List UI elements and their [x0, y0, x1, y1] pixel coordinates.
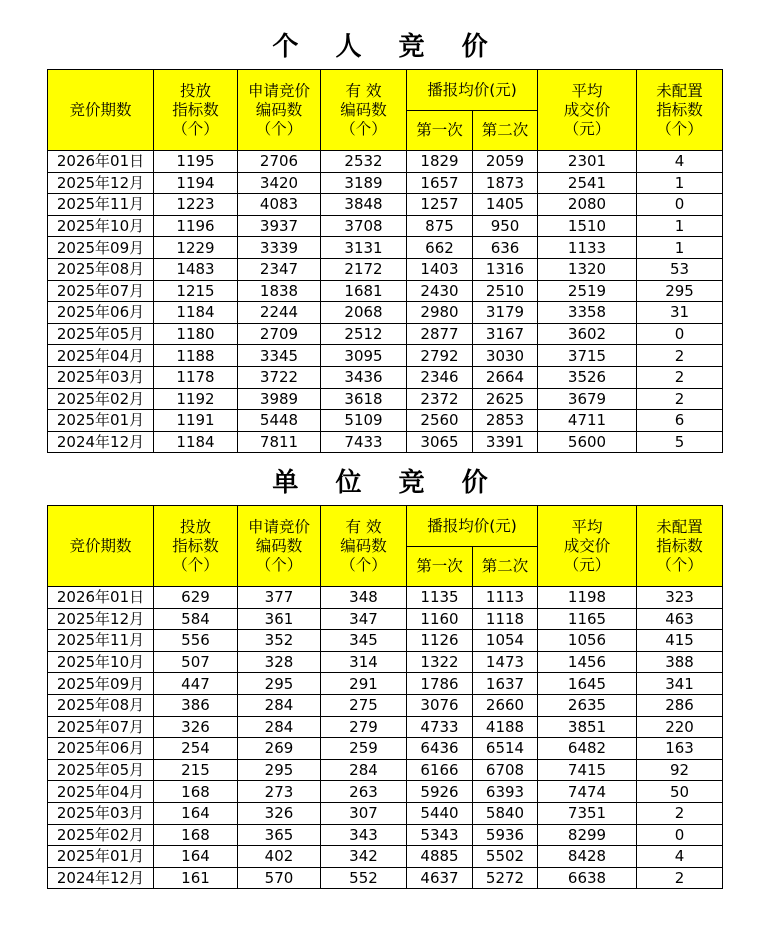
cell-applied-codes: 326 [238, 802, 321, 824]
cell-quota: 1184 [154, 431, 238, 453]
cell-quota: 168 [154, 781, 238, 803]
cell-valid-codes: 5109 [321, 410, 407, 432]
table-row [48, 237, 723, 259]
cell-period: 2025年08月 [48, 258, 154, 280]
table-header [48, 70, 723, 151]
cell-quota: 1178 [154, 366, 238, 388]
cell-second-bid: 3167 [473, 323, 538, 345]
cell-second-bid: 3179 [473, 302, 538, 324]
cell-valid-codes: 2532 [321, 151, 407, 173]
cell-period: 2025年06月 [48, 302, 154, 324]
header-quota: 投放 指标数 （个） [154, 70, 238, 151]
table-header [48, 506, 723, 587]
table-row [48, 345, 723, 367]
cell-quota: 1196 [154, 215, 238, 237]
header-first-bid: 第一次 [407, 547, 473, 587]
cell-unallocated-quota: 295 [637, 280, 723, 302]
cell-unallocated-quota: 415 [637, 630, 723, 652]
cell-period: 2025年07月 [48, 280, 154, 302]
table-row [48, 608, 723, 630]
cell-first-bid: 1786 [407, 673, 473, 695]
cell-quota: 556 [154, 630, 238, 652]
table-row [48, 694, 723, 716]
cell-quota: 161 [154, 867, 238, 889]
header-first-bid: 第一次 [407, 111, 473, 151]
cell-applied-codes: 273 [238, 781, 321, 803]
cell-quota: 386 [154, 694, 238, 716]
header-unallocated-quota: 未配置 指标数 （个） [637, 506, 723, 587]
cell-average-deal-price: 2080 [538, 194, 637, 216]
cell-valid-codes: 2068 [321, 302, 407, 324]
cell-valid-codes: 552 [321, 867, 407, 889]
cell-period: 2024年12月 [48, 431, 154, 453]
cell-first-bid: 3065 [407, 431, 473, 453]
cell-first-bid: 2560 [407, 410, 473, 432]
table-row [48, 172, 723, 194]
cell-second-bid: 5272 [473, 867, 538, 889]
header-unallocated-quota: 未配置 指标数 （个） [637, 70, 723, 151]
personal-bidding-title: 个 人 竞 价 [272, 32, 502, 62]
cell-average-deal-price: 3358 [538, 302, 637, 324]
table-row [48, 802, 723, 824]
cell-average-deal-price: 1645 [538, 673, 637, 695]
cell-quota: 1191 [154, 410, 238, 432]
cell-valid-codes: 291 [321, 673, 407, 695]
cell-valid-codes: 3436 [321, 366, 407, 388]
cell-first-bid: 4885 [407, 846, 473, 868]
cell-second-bid: 636 [473, 237, 538, 259]
cell-unallocated-quota: 31 [637, 302, 723, 324]
cell-first-bid: 662 [407, 237, 473, 259]
cell-first-bid: 1403 [407, 258, 473, 280]
header-period: 竞价期数 [48, 70, 154, 151]
cell-quota: 1195 [154, 151, 238, 173]
cell-valid-codes: 348 [321, 587, 407, 609]
cell-average-deal-price: 7351 [538, 802, 637, 824]
cell-second-bid: 1054 [473, 630, 538, 652]
cell-unallocated-quota: 53 [637, 258, 723, 280]
cell-average-deal-price: 1456 [538, 651, 637, 673]
table-row [48, 258, 723, 280]
cell-valid-codes: 275 [321, 694, 407, 716]
cell-second-bid: 2853 [473, 410, 538, 432]
cell-period: 2025年02月 [48, 824, 154, 846]
cell-unallocated-quota: 463 [637, 608, 723, 630]
cell-valid-codes: 342 [321, 846, 407, 868]
cell-average-deal-price: 7415 [538, 759, 637, 781]
cell-first-bid: 1657 [407, 172, 473, 194]
table-row [48, 824, 723, 846]
cell-quota: 507 [154, 651, 238, 673]
cell-first-bid: 5926 [407, 781, 473, 803]
cell-second-bid: 950 [473, 215, 538, 237]
cell-applied-codes: 3722 [238, 366, 321, 388]
cell-period: 2025年12月 [48, 172, 154, 194]
cell-period: 2025年08月 [48, 694, 154, 716]
cell-period: 2025年03月 [48, 366, 154, 388]
cell-quota: 1188 [154, 345, 238, 367]
table-row [48, 280, 723, 302]
cell-quota: 1192 [154, 388, 238, 410]
cell-first-bid: 4733 [407, 716, 473, 738]
header-period: 竞价期数 [48, 506, 154, 587]
table-row [48, 151, 723, 173]
cell-quota: 164 [154, 846, 238, 868]
cell-period: 2025年02月 [48, 388, 154, 410]
cell-applied-codes: 3989 [238, 388, 321, 410]
cell-period: 2025年01月 [48, 846, 154, 868]
cell-period: 2025年09月 [48, 673, 154, 695]
cell-applied-codes: 570 [238, 867, 321, 889]
table-row [48, 630, 723, 652]
cell-quota: 1229 [154, 237, 238, 259]
cell-applied-codes: 365 [238, 824, 321, 846]
cell-average-deal-price: 3679 [538, 388, 637, 410]
cell-applied-codes: 3420 [238, 172, 321, 194]
cell-first-bid: 1126 [407, 630, 473, 652]
cell-period: 2025年05月 [48, 323, 154, 345]
cell-valid-codes: 1681 [321, 280, 407, 302]
cell-first-bid: 1829 [407, 151, 473, 173]
cell-first-bid: 1160 [407, 608, 473, 630]
table-row [48, 781, 723, 803]
cell-unallocated-quota: 0 [637, 323, 723, 345]
cell-unallocated-quota: 6 [637, 410, 723, 432]
cell-average-deal-price: 3715 [538, 345, 637, 367]
cell-second-bid: 2510 [473, 280, 538, 302]
cell-period: 2025年04月 [48, 781, 154, 803]
header-valid-codes: 有 效 编码数 （个） [321, 70, 407, 151]
cell-unallocated-quota: 2 [637, 388, 723, 410]
cell-period: 2025年09月 [48, 237, 154, 259]
cell-period: 2025年03月 [48, 802, 154, 824]
cell-period: 2025年04月 [48, 345, 154, 367]
cell-second-bid: 6393 [473, 781, 538, 803]
cell-first-bid: 6436 [407, 738, 473, 760]
cell-second-bid: 3030 [473, 345, 538, 367]
header-average-deal-price: 平均 成交价 （元） [538, 506, 637, 587]
cell-average-deal-price: 1133 [538, 237, 637, 259]
header-average-deal-price: 平均 成交价 （元） [538, 70, 637, 151]
cell-first-bid: 2346 [407, 366, 473, 388]
cell-first-bid: 4637 [407, 867, 473, 889]
cell-quota: 1483 [154, 258, 238, 280]
cell-average-deal-price: 8299 [538, 824, 637, 846]
cell-second-bid: 2660 [473, 694, 538, 716]
cell-valid-codes: 263 [321, 781, 407, 803]
cell-applied-codes: 352 [238, 630, 321, 652]
table-row [48, 673, 723, 695]
cell-valid-codes: 307 [321, 802, 407, 824]
cell-unallocated-quota: 4 [637, 151, 723, 173]
cell-first-bid: 2372 [407, 388, 473, 410]
cell-average-deal-price: 2635 [538, 694, 637, 716]
cell-period: 2024年12月 [48, 867, 154, 889]
cell-second-bid: 1316 [473, 258, 538, 280]
cell-unallocated-quota: 220 [637, 716, 723, 738]
cell-average-deal-price: 5600 [538, 431, 637, 453]
cell-average-deal-price: 3526 [538, 366, 637, 388]
cell-applied-codes: 1838 [238, 280, 321, 302]
table-row [48, 410, 723, 432]
cell-period: 2025年12月 [48, 608, 154, 630]
cell-valid-codes: 279 [321, 716, 407, 738]
cell-second-bid: 1873 [473, 172, 538, 194]
cell-period: 2025年05月 [48, 759, 154, 781]
cell-second-bid: 1473 [473, 651, 538, 673]
cell-average-deal-price: 1510 [538, 215, 637, 237]
cell-first-bid: 2430 [407, 280, 473, 302]
cell-first-bid: 1135 [407, 587, 473, 609]
cell-valid-codes: 3848 [321, 194, 407, 216]
cell-unallocated-quota: 2 [637, 345, 723, 367]
cell-quota: 1223 [154, 194, 238, 216]
table-row [48, 302, 723, 324]
cell-first-bid: 2792 [407, 345, 473, 367]
header-applied-codes: 申请竞价 编码数 （个） [238, 506, 321, 587]
cell-period: 2025年01月 [48, 410, 154, 432]
cell-quota: 1194 [154, 172, 238, 194]
cell-average-deal-price: 4711 [538, 410, 637, 432]
cell-second-bid: 2059 [473, 151, 538, 173]
cell-average-deal-price: 2541 [538, 172, 637, 194]
cell-valid-codes: 314 [321, 651, 407, 673]
cell-average-deal-price: 6482 [538, 738, 637, 760]
cell-applied-codes: 2709 [238, 323, 321, 345]
cell-valid-codes: 2172 [321, 258, 407, 280]
header-bid-average: 播报均价(元) [407, 506, 538, 547]
cell-valid-codes: 3095 [321, 345, 407, 367]
cell-unallocated-quota: 1 [637, 237, 723, 259]
cell-second-bid: 2625 [473, 388, 538, 410]
cell-valid-codes: 284 [321, 759, 407, 781]
company-bidding-table [47, 505, 723, 889]
table-row [48, 215, 723, 237]
cell-first-bid: 5343 [407, 824, 473, 846]
cell-period: 2025年10月 [48, 651, 154, 673]
cell-applied-codes: 2706 [238, 151, 321, 173]
table-row [48, 587, 723, 609]
cell-valid-codes: 347 [321, 608, 407, 630]
cell-second-bid: 6708 [473, 759, 538, 781]
table-row [48, 194, 723, 216]
table-row [48, 651, 723, 673]
cell-second-bid: 1113 [473, 587, 538, 609]
cell-valid-codes: 345 [321, 630, 407, 652]
cell-applied-codes: 295 [238, 759, 321, 781]
cell-first-bid: 2980 [407, 302, 473, 324]
cell-valid-codes: 343 [321, 824, 407, 846]
cell-second-bid: 3391 [473, 431, 538, 453]
cell-unallocated-quota: 0 [637, 824, 723, 846]
cell-second-bid: 1637 [473, 673, 538, 695]
cell-unallocated-quota: 341 [637, 673, 723, 695]
cell-average-deal-price: 1198 [538, 587, 637, 609]
cell-unallocated-quota: 2 [637, 802, 723, 824]
table-row [48, 388, 723, 410]
cell-first-bid: 3076 [407, 694, 473, 716]
cell-unallocated-quota: 0 [637, 194, 723, 216]
cell-average-deal-price: 8428 [538, 846, 637, 868]
cell-unallocated-quota: 286 [637, 694, 723, 716]
cell-applied-codes: 328 [238, 651, 321, 673]
cell-unallocated-quota: 92 [637, 759, 723, 781]
cell-unallocated-quota: 388 [637, 651, 723, 673]
cell-period: 2026年01日 [48, 151, 154, 173]
cell-first-bid: 1257 [407, 194, 473, 216]
cell-quota: 447 [154, 673, 238, 695]
cell-unallocated-quota: 323 [637, 587, 723, 609]
table-body [48, 587, 723, 889]
cell-first-bid: 2877 [407, 323, 473, 345]
cell-first-bid: 875 [407, 215, 473, 237]
table-row [48, 366, 723, 388]
cell-quota: 1184 [154, 302, 238, 324]
cell-quota: 629 [154, 587, 238, 609]
cell-period: 2026年01日 [48, 587, 154, 609]
cell-quota: 215 [154, 759, 238, 781]
cell-applied-codes: 3345 [238, 345, 321, 367]
cell-period: 2025年10月 [48, 215, 154, 237]
cell-applied-codes: 269 [238, 738, 321, 760]
cell-applied-codes: 295 [238, 673, 321, 695]
cell-second-bid: 5502 [473, 846, 538, 868]
cell-unallocated-quota: 163 [637, 738, 723, 760]
cell-valid-codes: 3189 [321, 172, 407, 194]
cell-applied-codes: 4083 [238, 194, 321, 216]
cell-unallocated-quota: 2 [637, 366, 723, 388]
cell-average-deal-price: 1165 [538, 608, 637, 630]
cell-unallocated-quota: 50 [637, 781, 723, 803]
cell-first-bid: 5440 [407, 802, 473, 824]
cell-valid-codes: 2512 [321, 323, 407, 345]
cell-first-bid: 1322 [407, 651, 473, 673]
cell-applied-codes: 361 [238, 608, 321, 630]
header-quota: 投放 指标数 （个） [154, 506, 238, 587]
table-row [48, 716, 723, 738]
cell-unallocated-quota: 1 [637, 172, 723, 194]
cell-average-deal-price: 1320 [538, 258, 637, 280]
header-second-bid: 第二次 [473, 547, 538, 587]
cell-applied-codes: 402 [238, 846, 321, 868]
cell-applied-codes: 284 [238, 716, 321, 738]
cell-applied-codes: 7811 [238, 431, 321, 453]
cell-applied-codes: 377 [238, 587, 321, 609]
cell-average-deal-price: 7474 [538, 781, 637, 803]
cell-unallocated-quota: 4 [637, 846, 723, 868]
cell-valid-codes: 7433 [321, 431, 407, 453]
table-row [48, 738, 723, 760]
cell-period: 2025年11月 [48, 194, 154, 216]
cell-average-deal-price: 1056 [538, 630, 637, 652]
cell-quota: 1180 [154, 323, 238, 345]
cell-valid-codes: 3618 [321, 388, 407, 410]
cell-average-deal-price: 2301 [538, 151, 637, 173]
cell-valid-codes: 3131 [321, 237, 407, 259]
cell-period: 2025年11月 [48, 630, 154, 652]
cell-applied-codes: 5448 [238, 410, 321, 432]
cell-quota: 584 [154, 608, 238, 630]
cell-average-deal-price: 6638 [538, 867, 637, 889]
cell-applied-codes: 3937 [238, 215, 321, 237]
personal-bidding-table [47, 69, 723, 453]
table-body [48, 151, 723, 453]
cell-applied-codes: 2347 [238, 258, 321, 280]
cell-second-bid: 1118 [473, 608, 538, 630]
cell-second-bid: 4188 [473, 716, 538, 738]
cell-valid-codes: 3708 [321, 215, 407, 237]
cell-second-bid: 1405 [473, 194, 538, 216]
header-applied-codes: 申请竞价 编码数 （个） [238, 70, 321, 151]
cell-unallocated-quota: 1 [637, 215, 723, 237]
cell-applied-codes: 284 [238, 694, 321, 716]
cell-first-bid: 6166 [407, 759, 473, 781]
cell-applied-codes: 2244 [238, 302, 321, 324]
table-row [48, 846, 723, 868]
header-valid-codes: 有 效 编码数 （个） [321, 506, 407, 587]
cell-quota: 164 [154, 802, 238, 824]
cell-average-deal-price: 3851 [538, 716, 637, 738]
header-second-bid: 第二次 [473, 111, 538, 151]
table-row [48, 431, 723, 453]
cell-valid-codes: 259 [321, 738, 407, 760]
cell-average-deal-price: 2519 [538, 280, 637, 302]
cell-applied-codes: 3339 [238, 237, 321, 259]
cell-second-bid: 2664 [473, 366, 538, 388]
cell-quota: 168 [154, 824, 238, 846]
table-row [48, 867, 723, 889]
header-bid-average: 播报均价(元) [407, 70, 538, 111]
cell-unallocated-quota: 5 [637, 431, 723, 453]
cell-period: 2025年06月 [48, 738, 154, 760]
cell-period: 2025年07月 [48, 716, 154, 738]
company-bidding-title: 单 位 竞 价 [272, 468, 502, 498]
cell-second-bid: 5840 [473, 802, 538, 824]
cell-second-bid: 6514 [473, 738, 538, 760]
cell-quota: 1215 [154, 280, 238, 302]
table-row [48, 759, 723, 781]
cell-quota: 254 [154, 738, 238, 760]
table-row [48, 323, 723, 345]
cell-second-bid: 5936 [473, 824, 538, 846]
cell-unallocated-quota: 2 [637, 867, 723, 889]
cell-average-deal-price: 3602 [538, 323, 637, 345]
cell-quota: 326 [154, 716, 238, 738]
